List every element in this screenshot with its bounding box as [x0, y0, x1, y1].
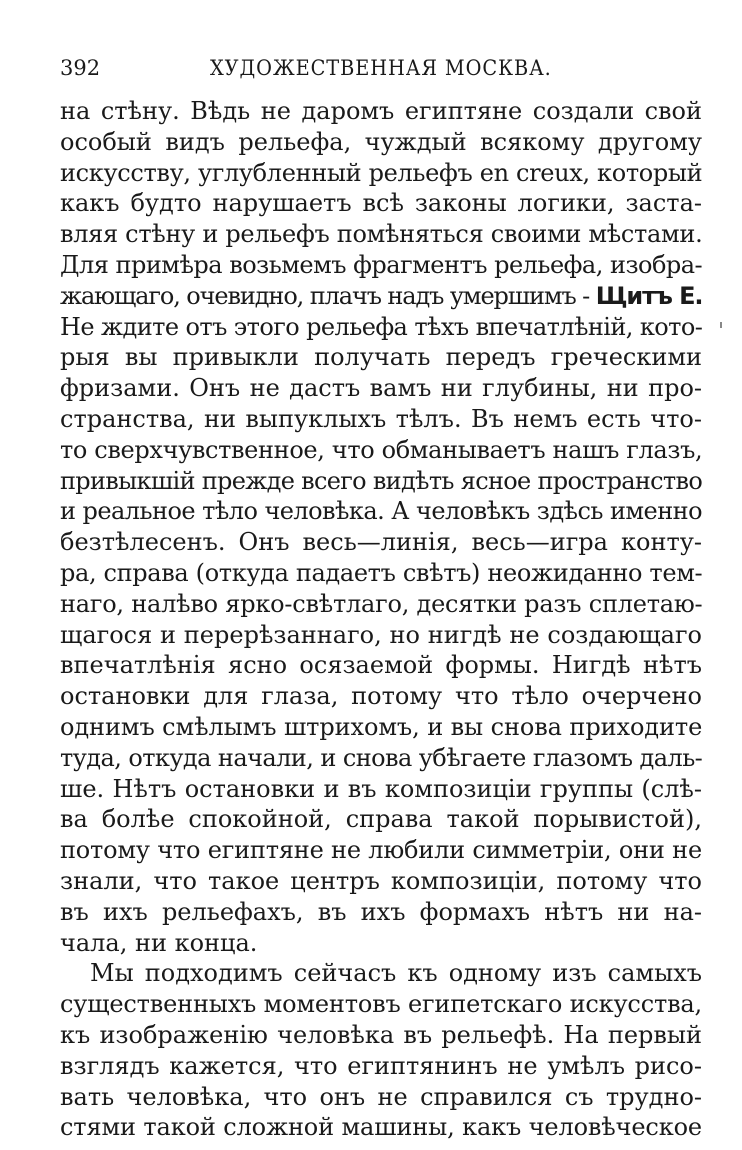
text-line: чала, ни конца.: [60, 928, 258, 957]
text-line: то сверхчувственное, что обманываетъ нашъ глазъ,: [60, 435, 703, 464]
text-line: какъ будто нарушаетъ всѣ законы логики, заста-: [60, 189, 702, 218]
text-line: ва болѣе спокойной, справа такой порывистой),: [60, 805, 702, 834]
text-line: стями такой сложной машины, какъ человѣческое: [60, 1113, 702, 1142]
text-line: остановки для глаза, потому что тѣло очерчено: [60, 682, 702, 711]
text-line: Мы подходимъ сейчасъ къ одному изъ самыхъ: [90, 959, 702, 988]
text-line: и реальное тѣло человѣка. А человѣкъ здѣсь именно: [60, 497, 702, 526]
text-line: потому что египтяне не любили симметрiи, они не: [60, 836, 702, 865]
text-line: особый видъ рельефа, чуждый всякому другому: [60, 127, 702, 156]
text-line: на стѣну. Вѣдь не даромъ египтяне создали свой: [60, 97, 702, 125]
text-line: безтѣлесенъ. Онъ весь—линiя, весь—игра конту-: [60, 528, 702, 557]
text-line: впечатлѣнiя ясно осязаемой формы. Нигдѣ нѣтъ: [60, 651, 702, 680]
text-line: Не ждите отъ этого рельефа тѣхъ впечатлѣнiй, кото-: [60, 312, 703, 341]
text-line: Для примѣра возьмемъ фрагментъ рельефа, изобра-: [60, 250, 703, 279]
body-text: [60, 96, 702, 1143]
text-line: существенныхъ моментовъ египетскаго искусства,: [60, 990, 702, 1019]
text-line: привыкшiй прежде всего видѣть ясное пространство: [60, 466, 703, 495]
text-line: вляя стѣну и рельефъ помѣняться своими мѣстами.: [60, 220, 703, 249]
text-line: туда, откуда начали, и снова убѣгаете глазомъ даль-: [60, 743, 703, 772]
text-line: рыя вы привыкли получать передъ греческими: [60, 343, 702, 372]
text-line: взглядъ кажется, что египтянинъ не умѣлъ рисо-: [60, 1051, 702, 1080]
text-line: вать человѣка, что онъ не справился съ трудно-: [60, 1082, 702, 1111]
text-line: щагося и перерѣзаннаго, но нигдѣ не создающаго: [60, 620, 702, 649]
text-line-part: жающаго, очевидно, плачъ надъ умершимъ -: [60, 281, 590, 310]
page-number: 392: [60, 56, 101, 80]
text-line: фризами. Онъ не дастъ вамъ ни глубины, ни про-: [60, 374, 702, 403]
text-line: ра, справа (откуда падаетъ свѣтъ) неожиданно тем-: [60, 558, 703, 587]
text-line-with-emphasis: [60, 281, 702, 312]
text-line: ше. Нѣтъ остановки и въ композицiи группы (слѣ-: [60, 774, 702, 803]
emphasized-text: Щитъ Е.: [595, 281, 703, 310]
text-line: однимъ смѣлымъ штрихомъ, и вы снова приходите: [60, 712, 703, 741]
text-line: знали, что такое центръ композицiи, потому что: [60, 866, 702, 895]
page-header: [60, 50, 700, 84]
text-line: странства, ни выпуклыхъ тѣлъ. Въ немъ есть что-: [60, 404, 702, 433]
text-line: искусству, углубленный рельефъ en creux, который: [60, 158, 703, 187]
text-line: въ ихъ рельефахъ, въ ихъ формахъ нѣтъ ни на-: [60, 897, 702, 926]
text-line: наго, налѣво ярко-свѣтлаго, десятки разъ сплетаю-: [60, 589, 703, 618]
running-title: ХУДОЖЕСТВЕННАЯ МОСКВА.: [210, 56, 552, 80]
text-line: къ изображенiю человѣка въ рельефѣ. На первый: [60, 1020, 702, 1049]
margin-mark: [720, 322, 722, 328]
